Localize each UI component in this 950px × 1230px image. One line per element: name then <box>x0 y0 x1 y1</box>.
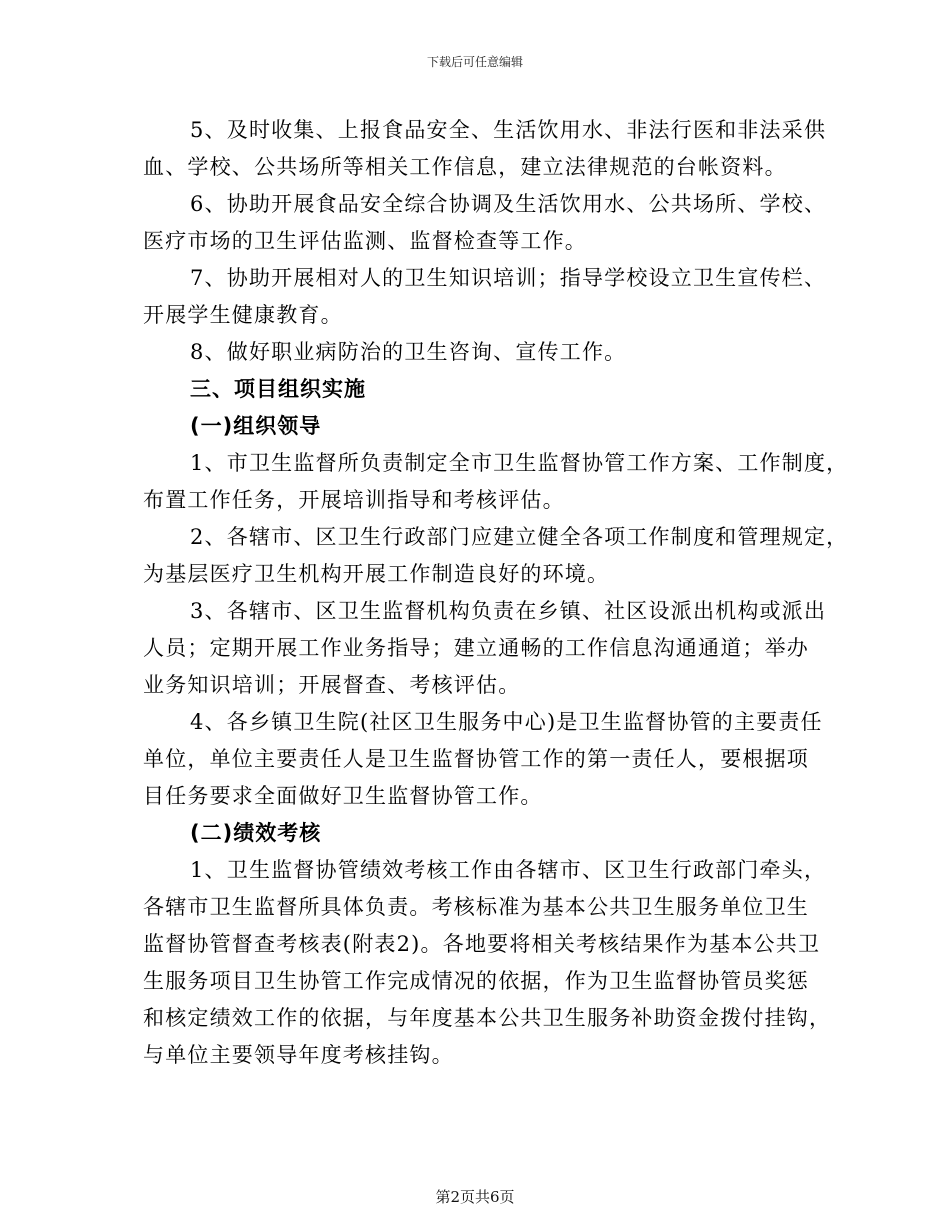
paragraph-line: 目任务要求全面做好卫生监督协管工作。 <box>143 784 543 808</box>
paragraph-line: 与单位主要领导年度考核挂钩。 <box>143 1043 454 1067</box>
paragraph-line: 血、学校、公共场所等相关工作信息，建立法律规范的台帐资料。 <box>143 155 787 179</box>
section-heading: (二)绩效考核 <box>190 821 322 845</box>
paragraph-line: 监督协管督查考核表(附表2)。各地要将相关考核结果作为基本公共卫 <box>143 932 821 956</box>
section-heading: 三、项目组织实施 <box>190 377 366 401</box>
paragraph-line: 单位，单位主要责任人是卫生监督协管工作的第一责任人，要根据项 <box>143 747 809 771</box>
paragraph-line: 5、及时收集、上报食品安全、生活饮用水、非法行医和非法采供 <box>190 118 827 142</box>
paragraph-line: 1、卫生监督协管绩效考核工作由各辖市、区卫生行政部门牵头， <box>190 858 827 882</box>
paragraph-line: 2、各辖市、区卫生行政部门应建立健全各项工作制度和管理规定， <box>190 525 849 549</box>
paragraph-line: 和核定绩效工作的依据，与年度基本公共卫生服务补助资金拨付挂钩， <box>143 1006 832 1030</box>
document-body <box>143 112 849 1074</box>
paragraph-line: 开展学生健康教育。 <box>143 303 343 327</box>
paragraph-line: 为基层医疗卫生机构开展工作制造良好的环境。 <box>143 562 610 586</box>
paragraph-line: 7、协助开展相对人的卫生知识培训；指导学校设立卫生宣传栏、 <box>190 266 827 290</box>
paragraph-line: 生服务项目卫生协管工作完成情况的依据，作为卫生监督协管员奖惩 <box>143 969 809 993</box>
paragraph-line: 6、协助开展食品安全综合协调及生活饮用水、公共场所、学校、 <box>190 192 827 216</box>
paragraph-line: 业务知识培训；开展督查、考核评估。 <box>143 673 521 697</box>
paragraph-line: 布置工作任务，开展培训指导和考核评估。 <box>143 488 565 512</box>
paragraph-line: 人员；定期开展工作业务指导；建立通畅的工作信息沟通通道；举办 <box>143 636 809 660</box>
page-footer: 第2页共6页 <box>435 1188 515 1206</box>
paragraph-line: 4、各乡镇卫生院(社区卫生服务中心)是卫生监督协管的主要责任 <box>190 710 823 734</box>
paragraph-line: 各辖市卫生监督所具体负责。考核标准为基本公共卫生服务单位卫生 <box>143 895 809 919</box>
paragraph-line: 3、各辖市、区卫生监督机构负责在乡镇、社区设派出机构或派出 <box>190 599 827 623</box>
paragraph-line: 1、市卫生监督所负责制定全市卫生监督协管工作方案、工作制度， <box>190 451 849 475</box>
page-header: 下载后可任意编辑 <box>426 55 523 69</box>
section-heading: (一)组织领导 <box>190 414 322 438</box>
paragraph-line: 8、做好职业病防治的卫生咨询、宣传工作。 <box>190 340 627 364</box>
paragraph-line: 医疗市场的卫生评估监测、监督检查等工作。 <box>143 229 587 253</box>
